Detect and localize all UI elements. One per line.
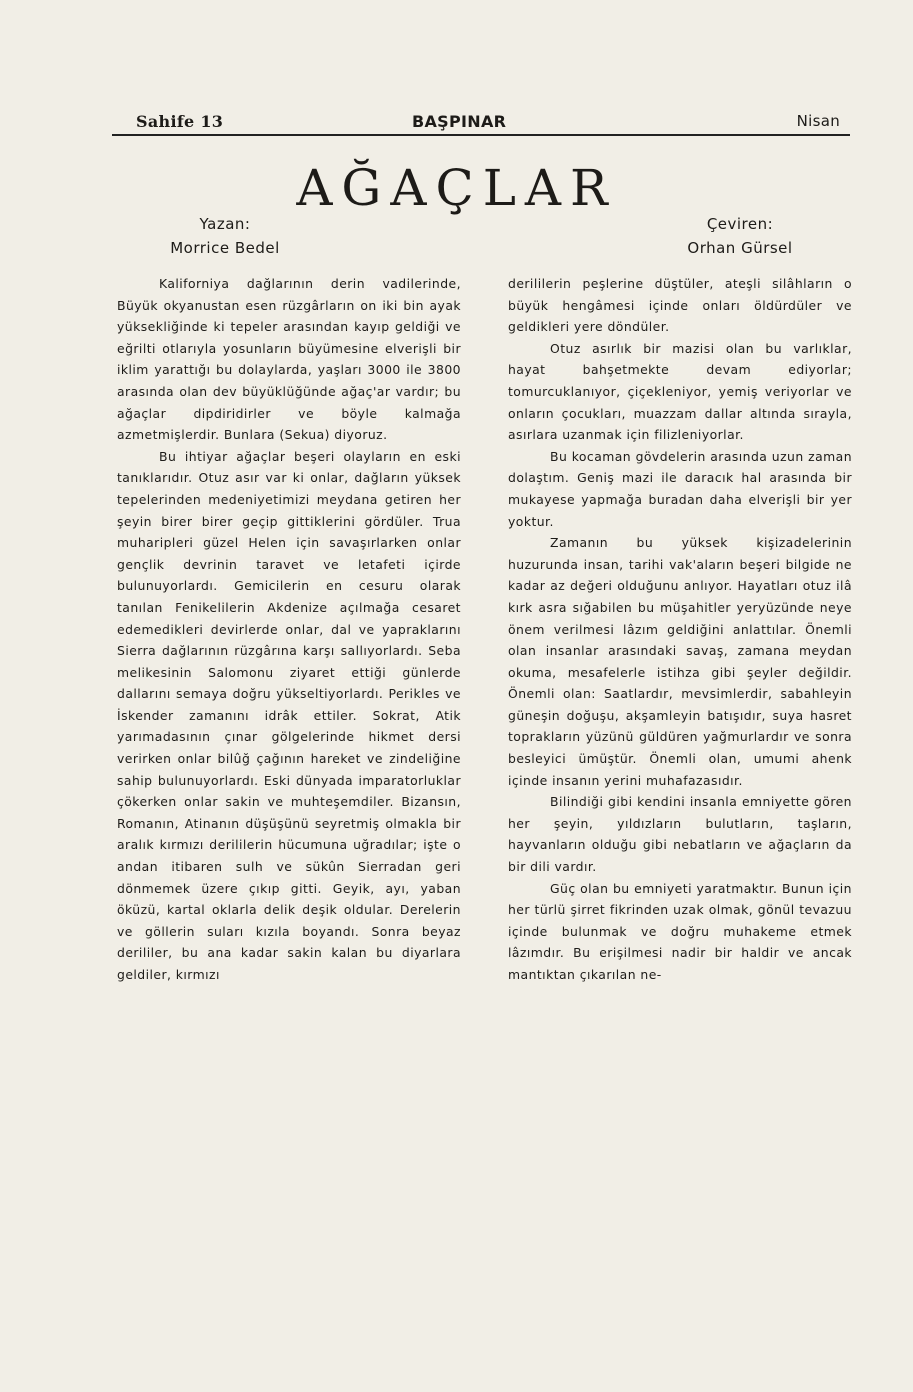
magazine-name: BAŞPINAR: [412, 112, 507, 131]
paragraph: Otuz asırlık bir mazisi olan bu varlıklar, hayat bahşetmekte devam ediyorlar; tomurcuklanıyor, çiçekleniyor, yemiş veriyorlar ve onların çocukları, muazzam dallar altında sırayla, asırlara uzanmak için filizleniyorlar.: [508, 340, 852, 443]
author-byline: [140, 212, 310, 260]
author-label: Yazan:: [199, 215, 251, 233]
paragraph: Bu kocaman gövdelerin arasında uzun zaman dolaştım. Geniş mazi ile daracık hal arasında bir mukayese yapmağa buradan daha elverişli bir yer yoktur.: [508, 448, 852, 529]
paragraph: Bu ihtiyar ağaçlar beşeri olayların en eski tanıklarıdır. Otuz asır var ki onlar, dağların yüksek tepelerinden medeniyetimizi meydana getiren her şeyin birer birer geçip gittiklerini gördüler. Trua muharipleri güzel Helen için savaşırlarken onlar gençlik devrinin taravet ve letafeti içirde bulunuyorlardı. Gemicilerin en cesuru olarak tanılan Fenikelilerin Akdenize açılmağa cesaret edemedikleri devirlerde onlar, dal ve yapraklarını Sierra dağlarının rüzgârına karşı sallıyorlardı. Seba melikesinin Salomonu ziyaret ettiği günlerde dallarını semaya doğru yükseltiyorlardı. Perikles ve İskender zamanını idrâk ettiler. Sokrat, Atik yarımadasının çınar gölgelerinde hikmet dersi verirken onlar bilûğ çağının hareket ve zindeliğine sahip bulunuyorlardı. Eski dünyada imparatorluklar çökerken onlar sakin ve muhteşemdiler. Bizansın, Romanın, Atinanın düşüşünü seyretmiş olmakla bir aralık kırmızı derililerin hücumuna uğradılar; işte o andan itibaren sulh ve sükûn Sierradan geri dönmemek üzere çıkıp gitti. Geyik, ayı, yaban öküzü, kartal oklarla delik deşik oldular. Derelerin ve göllerin suları kızıla boyandı. Sonra beyaz derililer, bu ana kadar sakin kalan bu diyarlara geldiler, kırmızı: [117, 448, 461, 982]
translator-name: Orhan Gürsel: [687, 239, 793, 257]
article-title: AĞAÇLAR: [296, 159, 617, 217]
author-name: Morrice Bedel: [170, 239, 280, 257]
page-number: Sahife 13: [136, 112, 224, 131]
right-column: [508, 273, 852, 986]
left-column: [117, 273, 461, 986]
paragraph: derililerin peşlerine düştüler, ateşli silâhların o büyük hengâmesi içinde onları öldürdüler ve geldikleri yere döndüler.: [508, 276, 852, 335]
paragraph: Bilindiği gibi kendini insanla emniyette gören her şeyin, yıldızların bulutların, taşların, hayvanların olduğu gibi nebatların ve ağaçların da bir dili vardır.: [508, 794, 852, 875]
translator-label: Çeviren:: [706, 215, 774, 233]
translator-byline: [660, 212, 820, 260]
paragraph: Kaliforniya dağlarının derin vadilerinde, Büyük okyanustan esen rüzgârların on iki bin ayak yüksekliğinde ki tepeler arasından kayıp geldiği ve eğrilti otlarıyla yosunların büyümesine elverişli bir iklim yarattığı bu dolaylarda, yaşları 3000 ile 3800 arasında olan dev büyüklüğünde ağaç'ar vardır; bu ağaçlar dipdiridirler ve böyle kalmağa azmetmişlerdir. Bunlara (Sekua) diyoruz.: [117, 276, 461, 443]
paragraph: Zamanın bu yüksek kişizadelerinin huzurunda insan, tarihi vak'aların beşeri bilgide ne kadar az değeri olduğunu anlıyor. Hayatları otuz ilâ kırk asra sığabilen bu müşahitler yeryüzünde neye önem verilmesi lâzım geldiğini anlattılar. Önemli olan insanlar arasındaki savaş, zamana meydan okuma, mesafelerle istihza gibi şeyler değildir. Önemli olan: Saatlardır, mevsimlerdir, sabahleyin güneşin doğuşu, akşamleyin batışıdır, suya hasret toprakların yüzünü güldüren yağmurlardır ve sonra besleyici ümüştür. Önemli olan, umumi ahenk içinde insanın yerini muhafazasıdır.: [508, 535, 852, 788]
page-header: [112, 108, 850, 136]
paragraph: Güç olan bu emniyeti yaratmaktır. Bunun için her türlü şirret fikrinden uzak olmak, gönül tevazuu içinde bulunmak ve doğru muhakeme etmek lâzımdır. Bu erişilmesi nadir bir haldir ve ancak mantıktan çıkarılan ne-: [508, 880, 852, 982]
issue-month: Nisan: [796, 112, 840, 130]
